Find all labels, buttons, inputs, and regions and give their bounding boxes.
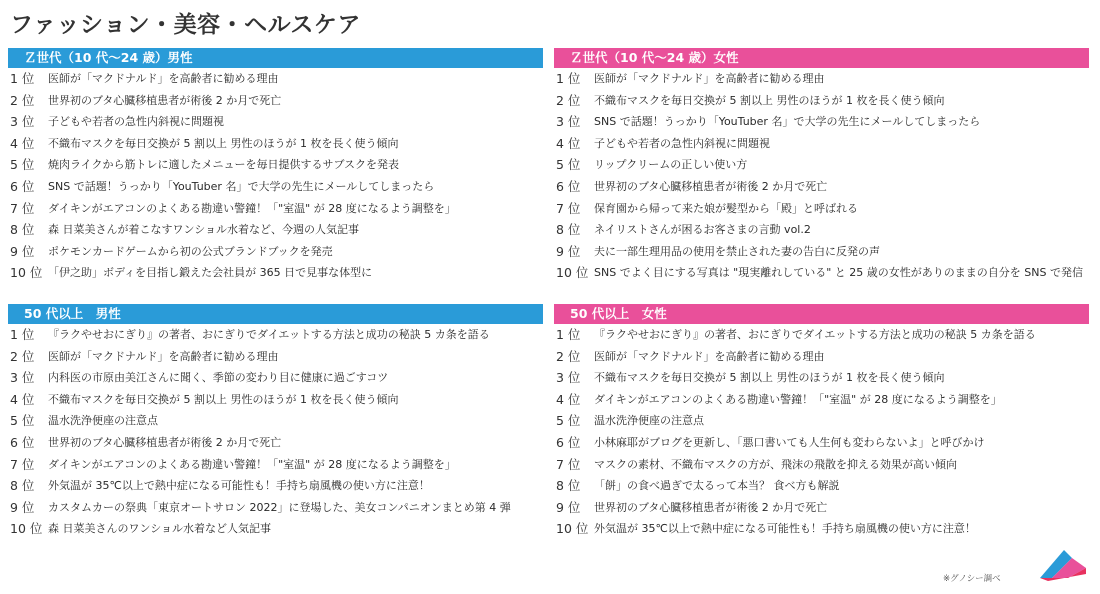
panel-header: 50 代以上 男性 (8, 304, 543, 324)
rank-number: 4 位 (556, 391, 581, 407)
ranking-item (8, 367, 543, 389)
rank-number: 5 位 (10, 413, 35, 429)
rank-number: 6 位 (556, 434, 581, 450)
ranking-item (8, 389, 543, 411)
ranking-item (8, 198, 543, 220)
article-title: リップクリームの正しい使い方 (594, 158, 748, 172)
article-title: 医師が「マクドナルド」を高齢者に勧める理由 (48, 72, 279, 85)
article-title: 医師が「マクドナルド」を高齢者に勧める理由 (48, 349, 279, 363)
rank-number: 5 位 (556, 413, 581, 429)
panel-50s-female (554, 304, 1089, 540)
ranking-item (8, 133, 543, 155)
article-title: 不織布マスクを毎日交換が 5 割以上 男性のほうが 1 枚を長く使う傾向 (48, 392, 399, 406)
ranking-item (8, 154, 543, 176)
ranking-item (554, 90, 1089, 112)
panel-header: 50 代以上 女性 (554, 304, 1089, 324)
ranking-item (554, 367, 1089, 389)
rank-number: 2 位 (556, 348, 581, 364)
rank-number: 9 位 (10, 243, 35, 259)
rank-number: 1 位 (556, 71, 581, 86)
ranking-item (554, 324, 1089, 346)
rank-number: 4 位 (10, 391, 35, 407)
ranking-item (554, 111, 1089, 133)
rank-number: 6 位 (10, 178, 35, 194)
ranking-item (8, 454, 543, 476)
article-title: 「餅」の食べ過ぎで太るって本当？ 食べ方も解説 (594, 479, 840, 493)
article-title: 医師が「マクドナルド」を高齢者に勧める理由 (594, 349, 825, 363)
article-title: 夫に一部生理用品の使用を禁止された妻の告白に反発の声 (594, 244, 880, 258)
article-title: 『ラクやせおにぎり』の著者、おにぎりでダイエットする方法と成功の秘訣 5 カ条を語る (48, 328, 490, 341)
article-title: 不織布マスクを毎日交換が 5 割以上 男性のほうが 1 枚を長く使う傾向 (48, 136, 399, 150)
rank-number: 9 位 (556, 243, 581, 259)
article-title: ダイキンがエアコンのよくある勘違い警鐘！「"室温" が 28 度になるよう調整を」 (48, 457, 456, 471)
article-title: 世界初のブタ心臓移植患者が術後 2 か月で死亡 (48, 435, 282, 449)
rank-number: 3 位 (556, 114, 581, 130)
rank-number: 2 位 (10, 92, 35, 108)
source-note: ※グノシー調べ (943, 574, 1001, 584)
article-title: マスクの素材、不織布マスクの方が、飛沫の飛散を抑える効果が高い傾向 (594, 457, 957, 471)
ranking-item (8, 90, 543, 112)
ranking-item (554, 518, 1089, 540)
rank-number: 3 位 (10, 114, 35, 130)
rank-number: 3 位 (556, 370, 581, 386)
ranking-item (8, 518, 543, 540)
ranking-item (554, 133, 1089, 155)
ranking-item (554, 497, 1089, 519)
ranking-item (554, 432, 1089, 454)
article-title: 外気温が 35℃以上で熱中症になる可能性も！手持ち扇風機の使い方に注意！ (594, 522, 976, 536)
article-title: 焼肉ライクから筋トレに適したメニューを毎日提供するサブスクを発表 (48, 158, 400, 172)
article-title: SNS で話題！うっかり「YouTuber 名」で大学の先生にメールしてしまったら (48, 179, 435, 193)
ranking-item (8, 111, 543, 133)
ranking-item (554, 198, 1089, 220)
ranking-item (8, 346, 543, 368)
article-title: 小林麻耶がブログを更新し、「悪口書いても人生何も変わらないよ」と呼びかけ (594, 435, 985, 449)
article-title: 子どもや若者の急性内斜視に問題視 (594, 136, 770, 150)
rank-number: 3 位 (10, 370, 35, 386)
article-title: ダイキンがエアコンのよくある勘違い警鐘！「"室温" が 28 度になるよう調整を」 (594, 392, 1002, 406)
rank-number: 5 位 (10, 157, 35, 173)
rank-number: 6 位 (556, 178, 581, 194)
ranking-list (554, 324, 1089, 540)
rank-number: 9 位 (10, 499, 35, 515)
rank-number: 5 位 (556, 157, 581, 173)
article-title: 不織布マスクを毎日交換が 5 割以上 男性のほうが 1 枚を長く使う傾向 (594, 93, 945, 107)
rank-number: 8 位 (10, 222, 35, 238)
ranking-item (8, 432, 543, 454)
article-title: 『ラクやせおにぎり』の著者、おにぎりでダイエットする方法と成功の秘訣 5 カ条を語る (594, 328, 1036, 341)
ranking-item (8, 219, 543, 241)
ranking-item (8, 475, 543, 497)
rank-number: 1 位 (10, 327, 35, 342)
ranking-item (554, 475, 1089, 497)
rank-number: 7 位 (556, 456, 581, 472)
article-title: 不織布マスクを毎日交換が 5 割以上 男性のほうが 1 枚を長く使う傾向 (594, 371, 945, 385)
ranking-item (554, 262, 1089, 284)
article-title: 世界初のブタ心臓移植患者が術後 2 か月で死亡 (594, 179, 828, 193)
article-title: 子どもや若者の急性内斜視に問題視 (48, 115, 224, 129)
article-title: 医師が「マクドナルド」を高齢者に勧める理由 (594, 72, 825, 85)
article-title: SNS で話題！うっかり「YouTuber 名」で大学の先生にメールしてしまったら (594, 115, 981, 129)
article-title: 「伊之助」ボディを目指し鍛えた会社員が 365 日で見事な体型に (48, 266, 373, 280)
rank-number: 7 位 (10, 456, 35, 472)
article-title: ネイリストさんが困るお客さまの言動 vol.2 (594, 223, 811, 237)
rank-number: 10 位 (10, 265, 43, 281)
rank-number: 10 位 (556, 521, 589, 537)
article-title: 温水洗浄便座の注意点 (594, 414, 704, 428)
article-title: 世界初のブタ心臓移植患者が術後 2 か月で死亡 (594, 500, 828, 514)
rank-number: 4 位 (10, 135, 35, 151)
ranking-item (554, 454, 1089, 476)
panel-gen-z-female (554, 48, 1089, 284)
ranking-list (554, 68, 1089, 284)
rank-number: 7 位 (556, 200, 581, 216)
page-title: ファッション・美容・ヘルスケア (10, 12, 361, 38)
ranking-item (554, 241, 1089, 263)
article-title: 世界初のブタ心臓移植患者が術後 2 か月で死亡 (48, 93, 282, 107)
ranking-list (8, 324, 543, 540)
rank-number: 2 位 (10, 348, 35, 364)
article-title: ダイキンがエアコンのよくある勘違い警鐘！「"室温" が 28 度になるよう調整を」 (48, 201, 456, 215)
ranking-item (554, 176, 1089, 198)
panel-50s-male (8, 304, 543, 540)
rank-number: 1 位 (10, 71, 35, 86)
rank-number: 8 位 (10, 478, 35, 494)
ranking-item (554, 389, 1089, 411)
article-title: 森 日菜美さんが着こなすワンショル水着など、今週の人気記事 (48, 223, 359, 237)
ranking-item (8, 68, 543, 90)
rank-number: 10 位 (10, 521, 43, 537)
rank-number: 8 位 (556, 222, 581, 238)
rank-number: 9 位 (556, 499, 581, 515)
article-title: SNS でよく目にする写真は "現実離れしている" と 25 歳の女性がありのままの自分を SNS で発信 (594, 266, 1083, 280)
ranking-item (8, 262, 543, 284)
panel-header: Ｚ世代（10 代〜24 歳）男性 (8, 48, 543, 68)
article-title: 森 日菜美さんのワンショル水着など人気記事 (48, 522, 272, 536)
rank-number: 8 位 (556, 478, 581, 494)
article-title: ポケモンカードゲームから初の公式ブランドブックを発売 (48, 244, 333, 258)
ranking-item (554, 410, 1089, 432)
article-title: 内科医の市原由美江さんに聞く、季節の変わり目に健康に過ごすコツ (48, 371, 389, 385)
rank-number: 1 位 (556, 327, 581, 342)
article-title: 保育園から帰って来た娘が髪型から「殿」と呼ばれる (594, 201, 858, 215)
rank-number: 6 位 (10, 434, 35, 450)
ranking-item (554, 219, 1089, 241)
ranking-item (8, 324, 543, 346)
panel-gen-z-male (8, 48, 543, 284)
ranking-item (8, 410, 543, 432)
rank-number: 10 位 (556, 265, 589, 281)
ranking-list (8, 68, 543, 284)
ranking-item (554, 68, 1089, 90)
ranking-item (8, 241, 543, 263)
rank-number: 4 位 (556, 135, 581, 151)
gunosy-logo-icon (1038, 548, 1088, 582)
panel-header: Ｚ世代（10 代〜24 歳）女性 (554, 48, 1089, 68)
article-title: カスタムカーの祭典「東京オートサロン 2022」に登場した、美女コンパニオンまとめ第 4 弾 (48, 500, 511, 514)
ranking-item (8, 497, 543, 519)
article-title: 温水洗浄便座の注意点 (48, 414, 158, 428)
article-title: 外気温が 35℃以上で熱中症になる可能性も！手持ち扇風機の使い方に注意！ (48, 479, 430, 493)
ranking-item (8, 176, 543, 198)
rank-number: 7 位 (10, 200, 35, 216)
ranking-item (554, 346, 1089, 368)
ranking-item (554, 154, 1089, 176)
rank-number: 2 位 (556, 92, 581, 108)
